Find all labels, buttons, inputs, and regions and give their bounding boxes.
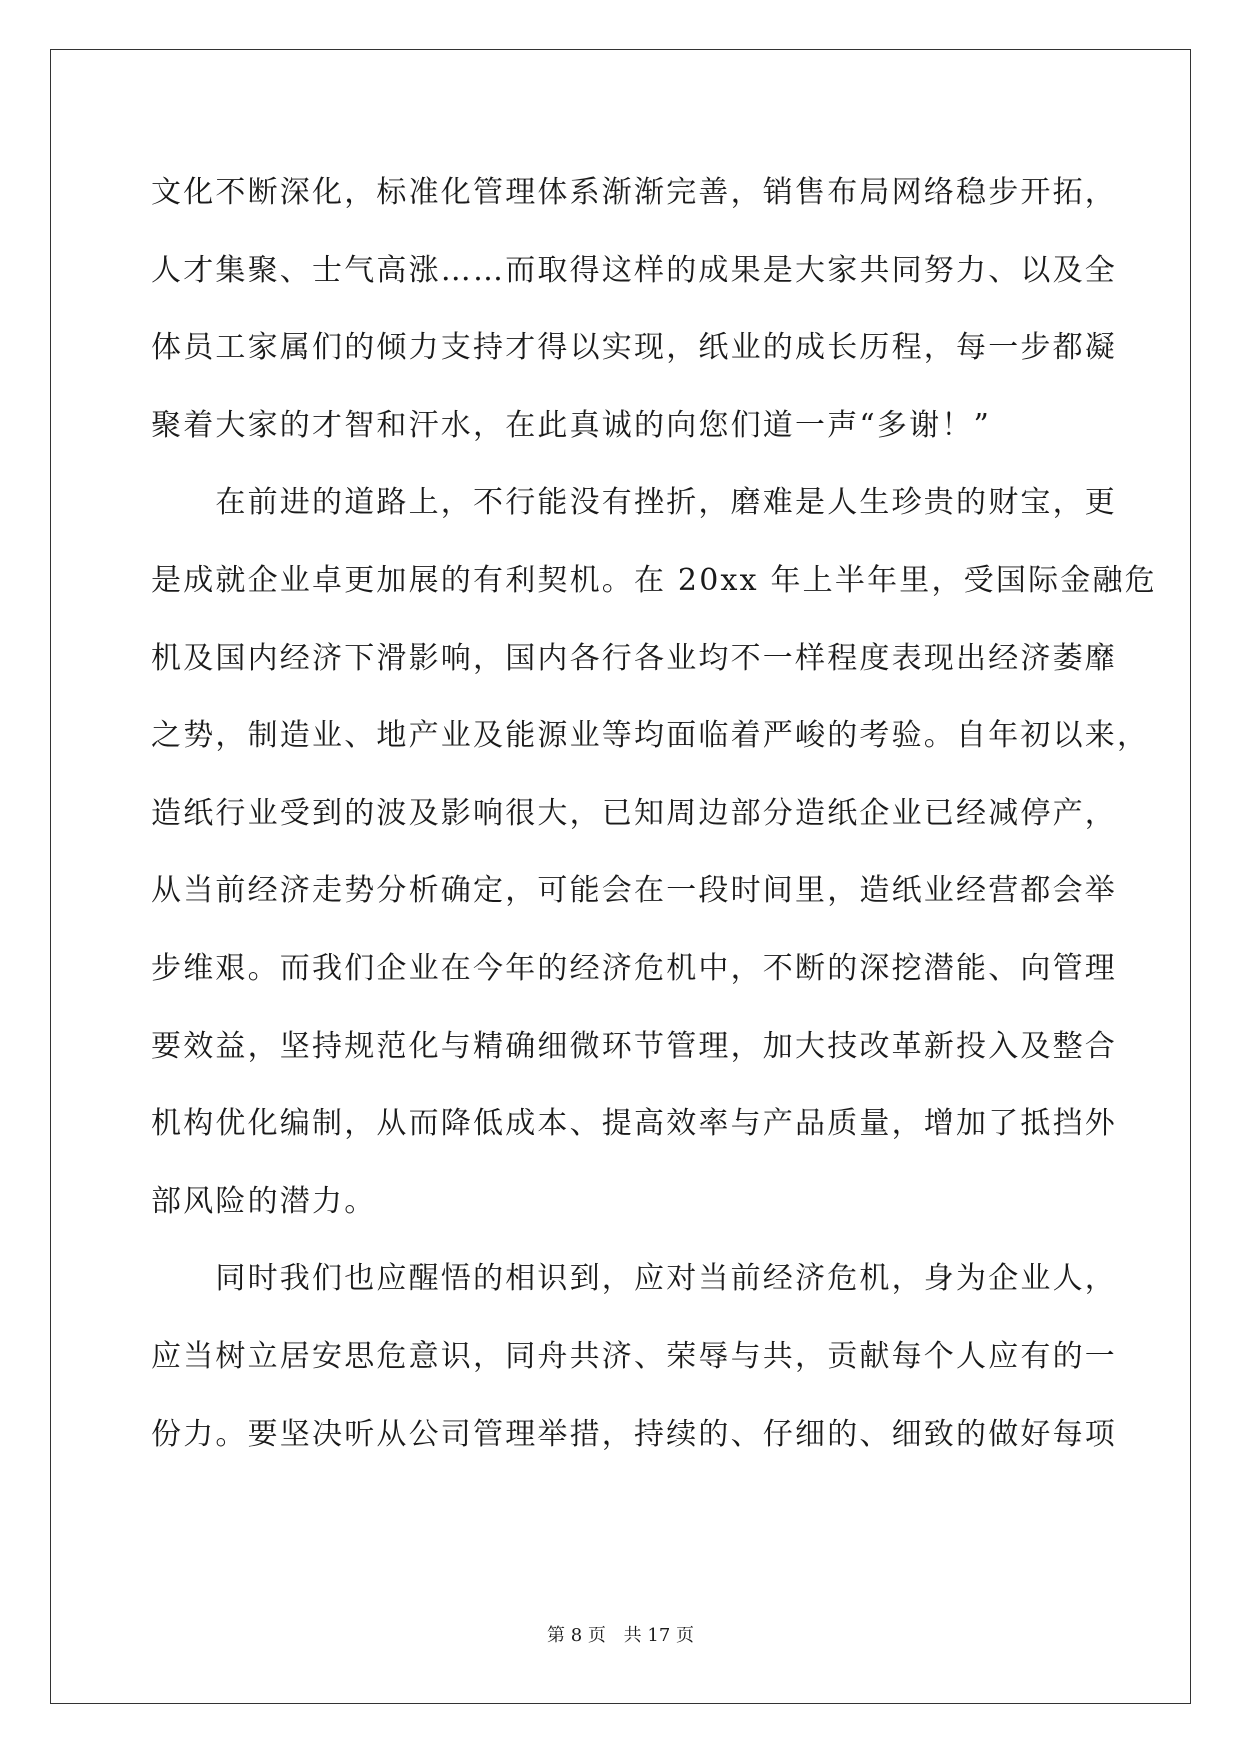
page-footer [0,1624,1241,1648]
page-number: 第 8 页 [547,1625,606,1646]
text-line: 之势，制造业、地产业及能源业等均面临着严峻的考验。自年初以来， [151,718,1150,754]
text-line: 是成就企业卓更加展的有利契机。在 20xx 年上半年里，受国际金融危 [151,562,1157,598]
text-line: 机构优化编制，从而降低成本、提高效率与产品质量，增加了抵挡外 [151,1106,1117,1142]
page-total: 共 17 页 [623,1625,694,1646]
text-line: 在前进的道路上，不行能没有挫折，磨难是人生珍贵的财宝，更 [151,485,1117,521]
document-body [151,154,1157,1473]
text-line: 造纸行业受到的波及影响很大，已知周边部分造纸企业已经减停产， [151,795,1117,831]
text-line: 聚着大家的才智和汗水，在此真诚的向您们道一声“多谢！” [151,407,992,443]
text-line: 人才集聚、士气高涨……而取得这样的成果是大家共同努力、以及全 [151,252,1117,288]
text-line: 机及国内经济下滑影响，国内各行各业均不一样程度表现出经济萎靡 [151,640,1117,676]
text-line: 应当树立居安思危意识，同舟共济、荣辱与共，贡献每个人应有的一 [151,1338,1117,1374]
text-line: 份力。要坚决听从公司管理举措，持续的、仔细的、细致的做好每项 [151,1416,1117,1452]
text-line: 部风险的潜力。 [151,1183,377,1219]
text-line: 文化不断深化，标准化管理体系渐渐完善，销售布局网络稳步开拓， [151,175,1117,210]
text-line: 步维艰。而我们企业在今年的经济危机中，不断的深挖潜能、向管理 [151,950,1117,986]
text-line: 从当前经济走势分析确定，可能会在一段时间里，造纸业经营都会举 [151,873,1117,909]
text-line: 体员工家属们的倾力支持才得以实现，纸业的成长历程，每一步都凝 [151,330,1117,366]
text-line: 同时我们也应醒悟的相识到，应对当前经济危机，身为企业人， [151,1261,1117,1297]
text-line: 要效益，坚持规范化与精确细微环节管理，加大技改革新投入及整合 [151,1028,1117,1064]
